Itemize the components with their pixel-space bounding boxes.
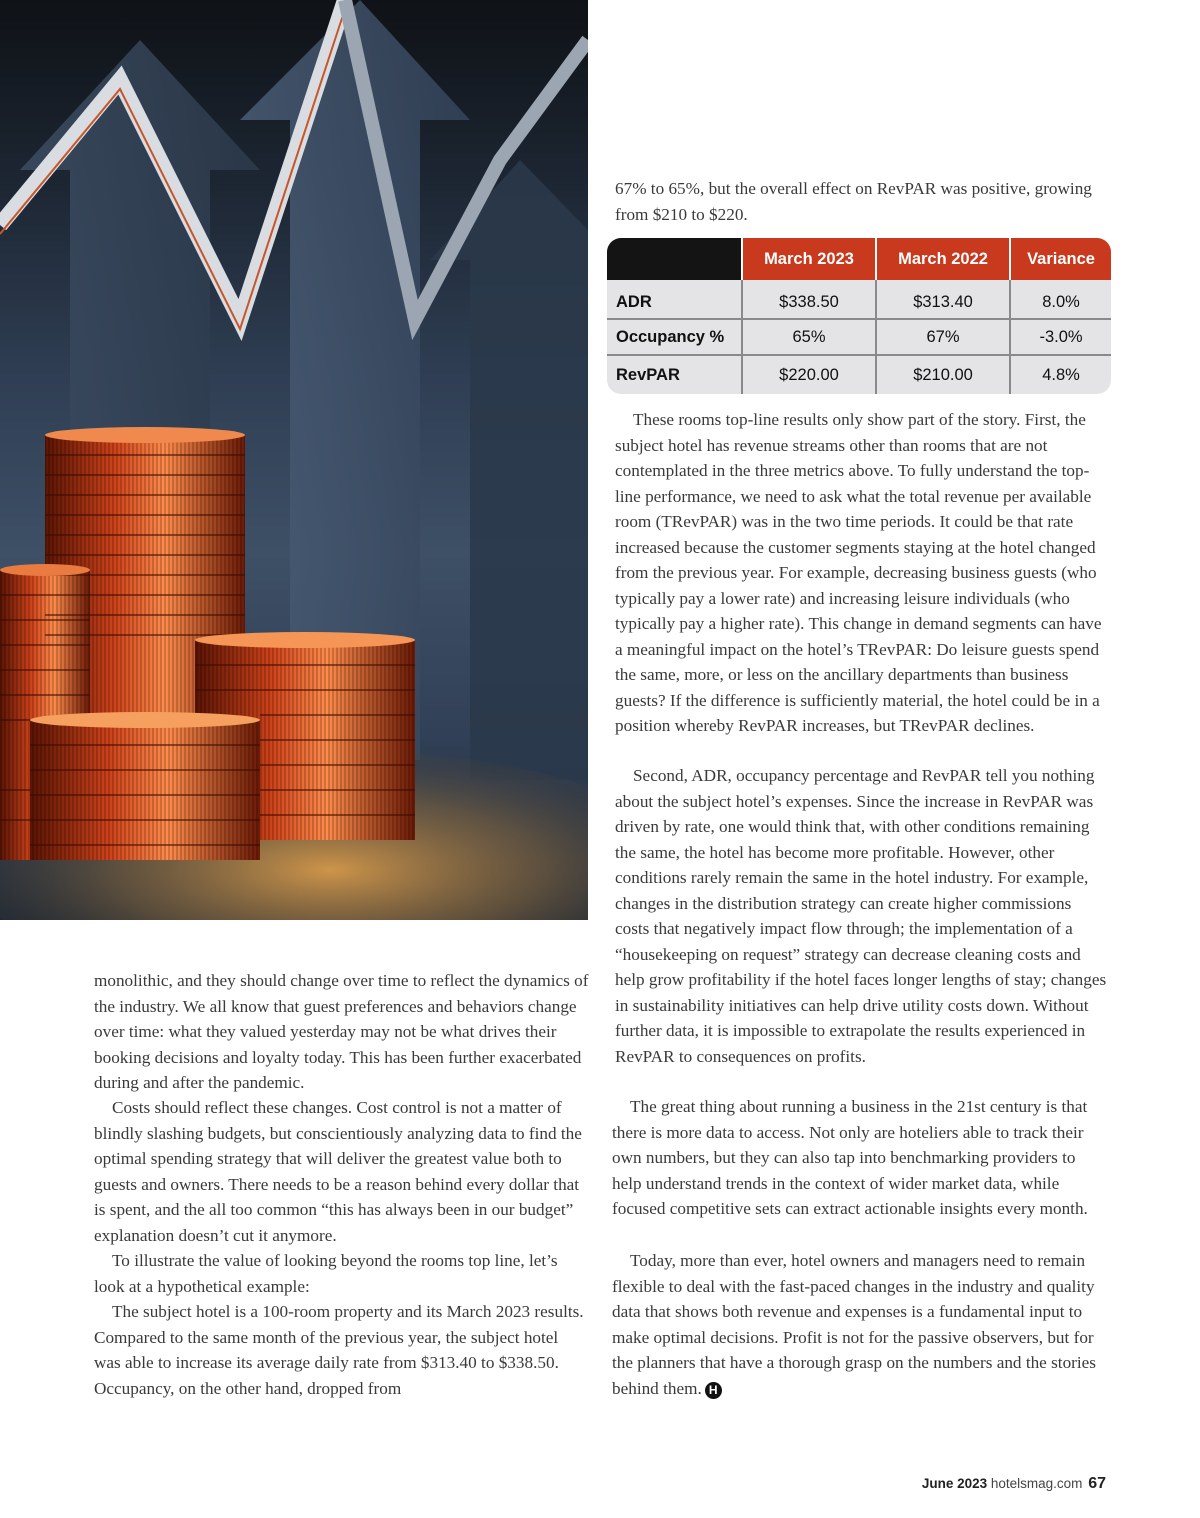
right-paragraph-4 bbox=[612, 1248, 1107, 1401]
closing-text: Today, more than ever, hotel owners and managers need to remain flexible to deal with the fast-paced changes in the industry and quality data that shows both revenue and expenses is a fundamental input to make optimal decisions. Profit is not for the passive observers, but for the planners that have a thorough grasp on the numbers and the stories behind them. bbox=[612, 1251, 1096, 1398]
table-cell: $210.00 bbox=[875, 354, 1009, 394]
table-row-occupancy bbox=[607, 318, 1111, 354]
left-paragraph-2: Costs should reflect these changes. Cost control is not a matter of blindly slashing budgets, but conscientiously analyzing data to find the optimal spending strategy that will deliver the greatest value both to guests and owners. There needs to be a reason behind every dollar that is spent, and the all too common “this has always been in our budget” explanation doesn’t cut it anymore. bbox=[94, 1098, 582, 1245]
table-cell: 65% bbox=[741, 318, 875, 354]
table-cell: $313.40 bbox=[875, 280, 1009, 318]
row-label: RevPAR bbox=[607, 354, 741, 394]
issue-date: June 2023 bbox=[921, 1476, 988, 1491]
row-label: Occupancy % bbox=[607, 318, 741, 354]
col-header-variance: Variance bbox=[1009, 238, 1111, 280]
table-header-row bbox=[607, 238, 1111, 280]
page-number: 67 bbox=[1088, 1475, 1106, 1492]
website-link[interactable]: hotelsmag.com bbox=[990, 1476, 1083, 1491]
col-header-march-2023: March 2023 bbox=[741, 238, 875, 280]
end-of-article-icon: H bbox=[705, 1382, 722, 1399]
right-column-intro: 67% to 65%, but the overall effect on RevPAR was positive, growing from $210 to $220. bbox=[615, 179, 1092, 224]
right-paragraph-2: Second, ADR, occupancy percentage and RevPAR tell you nothing about the subject hotel’s expenses. Since the increase in RevPAR was driven by rate, one would think that, with other conditions remaining the same, the hotel has become more profitable. However, other conditions rarely remain the same in the hotel industry. For example, changes in the distribution strategy can create higher commissions costs that negatively impact flow through; the implementation of a “housekeeping on request” strategy can decrease cleaning costs and help grow profitability if the hotel faces longer lengths of stay; changes in sustainability initiatives can help drive utility costs down. Without further data, it is impossible to extrapolate the results experienced in RevPAR to consequences on profits. bbox=[615, 766, 1107, 1066]
left-paragraph-3: To illustrate the value of looking beyond the rooms top line, let’s look at a hypothetical example: bbox=[94, 1251, 558, 1296]
left-paragraph-1: monolithic, and they should change over time to reflect the dynamics of the industry. We all know that guest preferences and behaviors change over time: what they valued yesterday may not be what drives their booking decisions and loyalty today. This has been further exacerbated during and after the pandemic. bbox=[94, 971, 589, 1092]
row-label: ADR bbox=[607, 280, 741, 318]
table-cell: $338.50 bbox=[741, 280, 875, 318]
page-footer bbox=[922, 1475, 1106, 1493]
right-paragraph-1: These rooms top-line results only show part of the story. First, the subject hotel has revenue streams other than rooms that are not contemplated in the three metrics above. To fully understand the top-line performance, we need to ask what the total revenue per available room (TRevPAR) was in the two time periods. It could be that rate increased because the customer segments staying at the hotel changed from the previous year. For example, decreasing business guests (who typically pay a lower rate) and increasing leisure individuals (who typically pay a higher rate). This change in demand segments can have a meaningful impact on the hotel’s TRevPAR: Do leisure guests spend the same, more, or less on the ancillary departments than business guests? If the difference is sufficiently material, the hotel could be in a position whereby RevPAR increases, but TRevPAR declines. bbox=[615, 410, 1102, 735]
table-cell: $220.00 bbox=[741, 354, 875, 394]
table-cell: 4.8% bbox=[1009, 354, 1111, 394]
table-row-adr bbox=[607, 280, 1111, 318]
metrics-table bbox=[607, 238, 1111, 394]
table-corner-cell bbox=[607, 238, 741, 280]
left-paragraph-4: The subject hotel is a 100-room property and its March 2023 results. Compared to the same month of the previous year, the subject hotel was able to increase its average daily rate from $313.40 to $338.50. Occupancy, on the other hand, dropped from bbox=[94, 1302, 584, 1398]
right-paragraph-3: The great thing about running a business in the 21st century is that there is more data to access. Not only are hoteliers able to track their own numbers, but they can also tap into benchmarking providers to help understand trends in the context of wider market data, while focused competitive sets can extract actionable insights every month. bbox=[612, 1097, 1088, 1218]
coins-and-arrows-illustration bbox=[0, 0, 588, 920]
table-cell: 8.0% bbox=[1009, 280, 1111, 318]
table-cell: -3.0% bbox=[1009, 318, 1111, 354]
table-cell: 67% bbox=[875, 318, 1009, 354]
table-row-revpar bbox=[607, 354, 1111, 394]
col-header-march-2022: March 2022 bbox=[875, 238, 1009, 280]
